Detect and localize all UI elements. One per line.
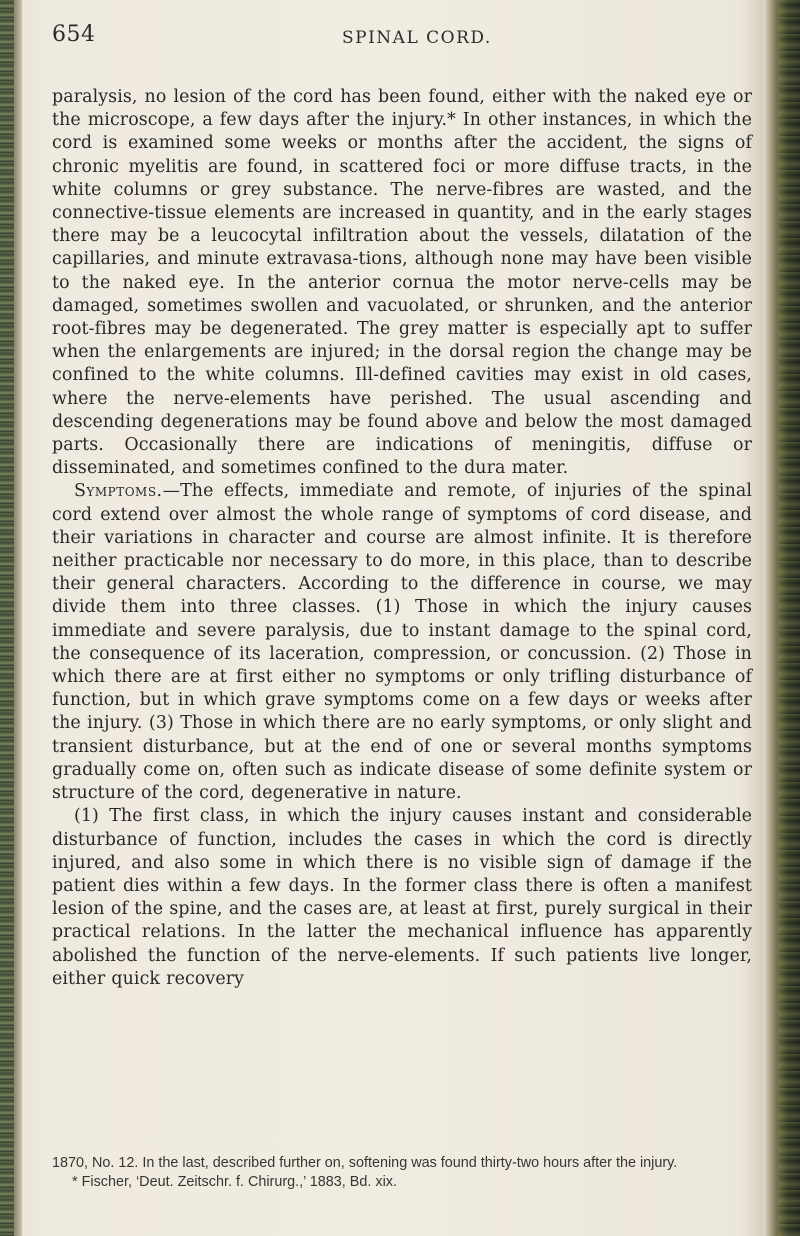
- binding-shadow: [14, 0, 22, 1236]
- binding-edge: [0, 0, 14, 1236]
- footnote-continued: 1870, No. 12. In the last, described further on, softening was found thirty-two hours after the injury.: [52, 1155, 678, 1171]
- paragraph-pathology: paralysis, no lesion of the cord has been found, either with the naked eye or the microscope, a few days after the injury.* In other instances, in which the cord is examined some weeks or months after the accident, the signs of chronic myelitis are found, in scattered foci or more diffuse tracts, in the white columns or grey substance. The nerve-fibres are wasted, and the connective-tissue elements are increased in quantity, and in the early stages there may be a leucocytal infiltration about the vessels, dilatation of the capillaries, and minute extravasa-tions, although none may have been visible to the naked eye. In the anterior cornua the motor nerve-cells may be damaged, sometimes swollen and vacuolated, or shrunken, and the anterior root-fibres may be degenerated. The grey matter is especially apt to suffer when the enlargements are injured; in the dorsal region the change may be confined to the white columns. Ill-defined cavities may exist in old cases, where the nerve-elements have perished. The usual ascending and descending degenerations may be found above and below the most damaged parts. Occasionally there are indications of meningitis, diffuse or disseminated, and sometimes confined to the dura mater.: [52, 87, 752, 479]
- symptoms-heading: Symptoms.: [74, 481, 163, 502]
- symptoms-text: —The effects, immediate and remote, of injuries of the spinal cord extend over almost the whole range of symptoms of cord disease, and their variations in character and course are almost infinite. It is therefore neither practicable nor necessary to do more, in this place, than to describe their general characters. According to the difference in course, we may divide them into three classes. (1) Those in which the injury causes immediate and severe paralysis, due to instant damage to the spinal cord, the consequence of its laceration, compression, or concussion. (2) Those in which there are at first either no symptoms or only trifling disturbance of function, but in which grave symptoms come on a few days or weeks after the injury. (3) Those in which there are no early symptoms, or only slight and transient disturbance, but at the end of one or several months symptoms gradually come on, often such as indicate disease of some definite system or structure of the cord, degenerative in nature.: [52, 481, 752, 804]
- running-head: [0, 18, 800, 58]
- paragraph-first-class: (1) The first class, in which the injury causes instant and considerable disturbance of function, includes the cases in which the cord is directly injured, and also some in which there is no visible sign of damage if the patient dies within a few days. In the former class there is often a manifest lesion of the spine, and the cases are, at least at first, purely surgical in their practical relations. In the latter the mechanical influence has apparently abolished the function of the nerve-elements. If such patients live longer, either quick recovery: [52, 806, 752, 989]
- footnote-fischer: * Fischer, ‘Deut. Zeitschr. f. Chirurg.,’ 1883, Bd. xix.: [72, 1173, 397, 1190]
- page-header-title: SPINAL CORD.: [342, 28, 492, 48]
- body-text: [52, 86, 752, 991]
- page-number: 654: [52, 22, 96, 47]
- page-edge-texture: [778, 0, 800, 1236]
- footnotes: [52, 1154, 752, 1191]
- paragraph-symptoms: [52, 480, 752, 805]
